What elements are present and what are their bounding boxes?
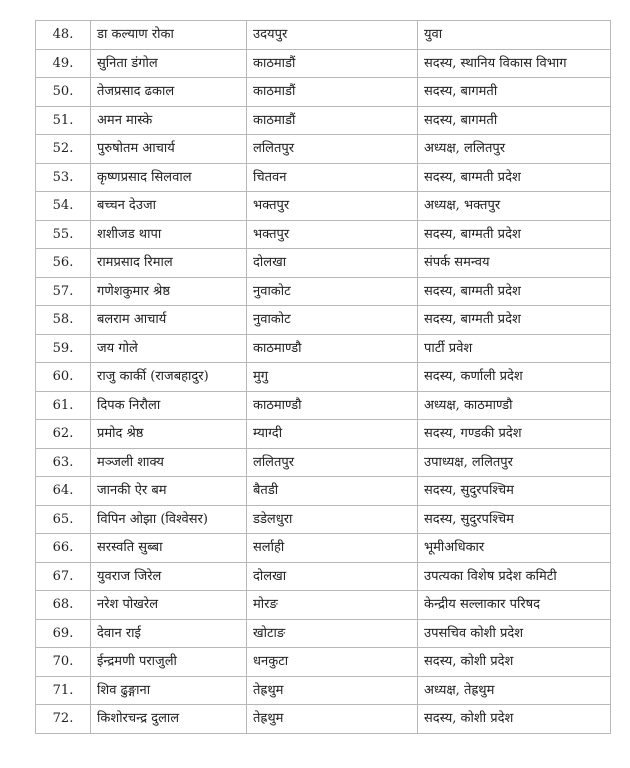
table-row xyxy=(36,477,611,506)
member-role: सदस्य, स्थानिय विकास विभाग xyxy=(418,49,611,78)
member-district: काठमाण्डौ xyxy=(247,334,418,363)
member-name: राजु कार्की (राजबहादुर) xyxy=(91,363,247,392)
member-name: सुनिता डंगोल xyxy=(91,49,247,78)
row-number: 72. xyxy=(36,705,91,734)
member-district: खोटाङ xyxy=(247,619,418,648)
member-role: अध्यक्ष, तेह्रथुम xyxy=(418,676,611,705)
member-district: धनकुटा xyxy=(247,648,418,677)
member-district: काठमाण्डौ xyxy=(247,391,418,420)
member-role: सदस्य, गण्डकी प्रदेश xyxy=(418,420,611,449)
member-district: सर्लाही xyxy=(247,534,418,563)
member-table-body xyxy=(36,21,611,734)
member-role: सदस्य, कोशी प्रदेश xyxy=(418,705,611,734)
member-role: सदस्य, कोशी प्रदेश xyxy=(418,648,611,677)
member-role: उपाध्यक्ष, ललितपुर xyxy=(418,448,611,477)
row-number: 56. xyxy=(36,249,91,278)
row-number: 51. xyxy=(36,106,91,135)
member-district: म्याग्दी xyxy=(247,420,418,449)
member-role: सदस्य, बाग्मती प्रदेश xyxy=(418,277,611,306)
table-row xyxy=(36,249,611,278)
member-role: सदस्य, सुदुरपश्चिम xyxy=(418,505,611,534)
member-role: उपत्यका विशेष प्रदेश कमिटी xyxy=(418,562,611,591)
member-name: डा कल्याण रोका xyxy=(91,21,247,50)
member-role: सदस्य, बाग्मती प्रदेश xyxy=(418,306,611,335)
member-role: पार्टी प्रवेश xyxy=(418,334,611,363)
member-name: रामप्रसाद रिमाल xyxy=(91,249,247,278)
member-district: भक्तपुर xyxy=(247,192,418,221)
member-role: अध्यक्ष, भक्तपुर xyxy=(418,192,611,221)
member-district: तेह्रथुम xyxy=(247,705,418,734)
member-table xyxy=(35,20,611,734)
table-row xyxy=(36,420,611,449)
table-row xyxy=(36,705,611,734)
member-name: मञ्जली शाक्य xyxy=(91,448,247,477)
table-row xyxy=(36,334,611,363)
member-district: डडेलधुरा xyxy=(247,505,418,534)
row-number: 52. xyxy=(36,135,91,164)
table-row xyxy=(36,676,611,705)
row-number: 55. xyxy=(36,220,91,249)
member-role: संपर्क समन्वय xyxy=(418,249,611,278)
member-role: भूमीअधिकार xyxy=(418,534,611,563)
table-row xyxy=(36,648,611,677)
member-district: भक्तपुर xyxy=(247,220,418,249)
row-number: 58. xyxy=(36,306,91,335)
member-district: चितवन xyxy=(247,163,418,192)
row-number: 64. xyxy=(36,477,91,506)
row-number: 54. xyxy=(36,192,91,221)
row-number: 69. xyxy=(36,619,91,648)
member-name: प्रमोद श्रेष्ठ xyxy=(91,420,247,449)
member-name: गणेशकुमार श्रेष्ठ xyxy=(91,277,247,306)
row-number: 49. xyxy=(36,49,91,78)
member-district: दोलखा xyxy=(247,249,418,278)
member-name: दिपक निरौला xyxy=(91,391,247,420)
table-row xyxy=(36,534,611,563)
row-number: 71. xyxy=(36,676,91,705)
member-district: ललितपुर xyxy=(247,448,418,477)
row-number: 48. xyxy=(36,21,91,50)
table-row xyxy=(36,220,611,249)
member-name: जानकी ऐर बम xyxy=(91,477,247,506)
member-name: युवराज जिरेल xyxy=(91,562,247,591)
table-row xyxy=(36,619,611,648)
table-row xyxy=(36,21,611,50)
member-name: कृष्णप्रसाद सिलवाल xyxy=(91,163,247,192)
row-number: 50. xyxy=(36,78,91,107)
member-name: जय गोले xyxy=(91,334,247,363)
member-role: सदस्य, बागमती xyxy=(418,106,611,135)
table-row xyxy=(36,505,611,534)
member-role: सदस्य, बाग्मती प्रदेश xyxy=(418,220,611,249)
row-number: 57. xyxy=(36,277,91,306)
table-row xyxy=(36,106,611,135)
member-district: काठमाडौं xyxy=(247,106,418,135)
table-row xyxy=(36,591,611,620)
member-role: सदस्य, बाग्मती प्रदेश xyxy=(418,163,611,192)
table-row xyxy=(36,277,611,306)
member-name: नरेश पोखरेल xyxy=(91,591,247,620)
member-district: मोरङ xyxy=(247,591,418,620)
member-district: उदयपुर xyxy=(247,21,418,50)
member-district: काठमाडौं xyxy=(247,78,418,107)
member-name: देवान राई xyxy=(91,619,247,648)
row-number: 68. xyxy=(36,591,91,620)
member-role: अध्यक्ष, ललितपुर xyxy=(418,135,611,164)
table-row xyxy=(36,562,611,591)
member-district: मुगु xyxy=(247,363,418,392)
table-row xyxy=(36,363,611,392)
member-role: अध्यक्ष, काठमाण्डौ xyxy=(418,391,611,420)
row-number: 53. xyxy=(36,163,91,192)
row-number: 63. xyxy=(36,448,91,477)
member-name: बलराम आचार्य xyxy=(91,306,247,335)
member-district: दोलखा xyxy=(247,562,418,591)
member-district: काठमाडौं xyxy=(247,49,418,78)
member-district: नुवाकोट xyxy=(247,306,418,335)
member-district: ललितपुर xyxy=(247,135,418,164)
row-number: 62. xyxy=(36,420,91,449)
row-number: 70. xyxy=(36,648,91,677)
member-district: तेह्रथुम xyxy=(247,676,418,705)
member-name: बच्चन देउजा xyxy=(91,192,247,221)
member-role: सदस्य, सुदुरपश्चिम xyxy=(418,477,611,506)
member-name: किशोरचन्द्र दुलाल xyxy=(91,705,247,734)
member-name: अमन मास्के xyxy=(91,106,247,135)
member-name: पुरुषोतम आचार्य xyxy=(91,135,247,164)
table-row xyxy=(36,49,611,78)
member-name: ईन्द्रमणी पराजुली xyxy=(91,648,247,677)
member-district: बैतडी xyxy=(247,477,418,506)
member-role: युवा xyxy=(418,21,611,50)
row-number: 59. xyxy=(36,334,91,363)
table-row xyxy=(36,163,611,192)
member-role: उपसचिव कोशी प्रदेश xyxy=(418,619,611,648)
member-name: सरस्वति सुब्बा xyxy=(91,534,247,563)
member-name: शशीजड थापा xyxy=(91,220,247,249)
table-row xyxy=(36,135,611,164)
member-name: तेजप्रसाद ढकाल xyxy=(91,78,247,107)
row-number: 65. xyxy=(36,505,91,534)
member-district: नुवाकोट xyxy=(247,277,418,306)
member-role: केन्द्रीय सल्लाकार परिषद xyxy=(418,591,611,620)
table-row xyxy=(36,391,611,420)
table-row xyxy=(36,78,611,107)
member-name: विपिन ओझा (विश्वेसर) xyxy=(91,505,247,534)
table-row xyxy=(36,448,611,477)
member-name: शिव ढुङ्गाना xyxy=(91,676,247,705)
table-row xyxy=(36,306,611,335)
row-number: 66. xyxy=(36,534,91,563)
member-role: सदस्य, कर्णाली प्रदेश xyxy=(418,363,611,392)
row-number: 67. xyxy=(36,562,91,591)
table-row xyxy=(36,192,611,221)
row-number: 60. xyxy=(36,363,91,392)
member-role: सदस्य, बागमती xyxy=(418,78,611,107)
row-number: 61. xyxy=(36,391,91,420)
